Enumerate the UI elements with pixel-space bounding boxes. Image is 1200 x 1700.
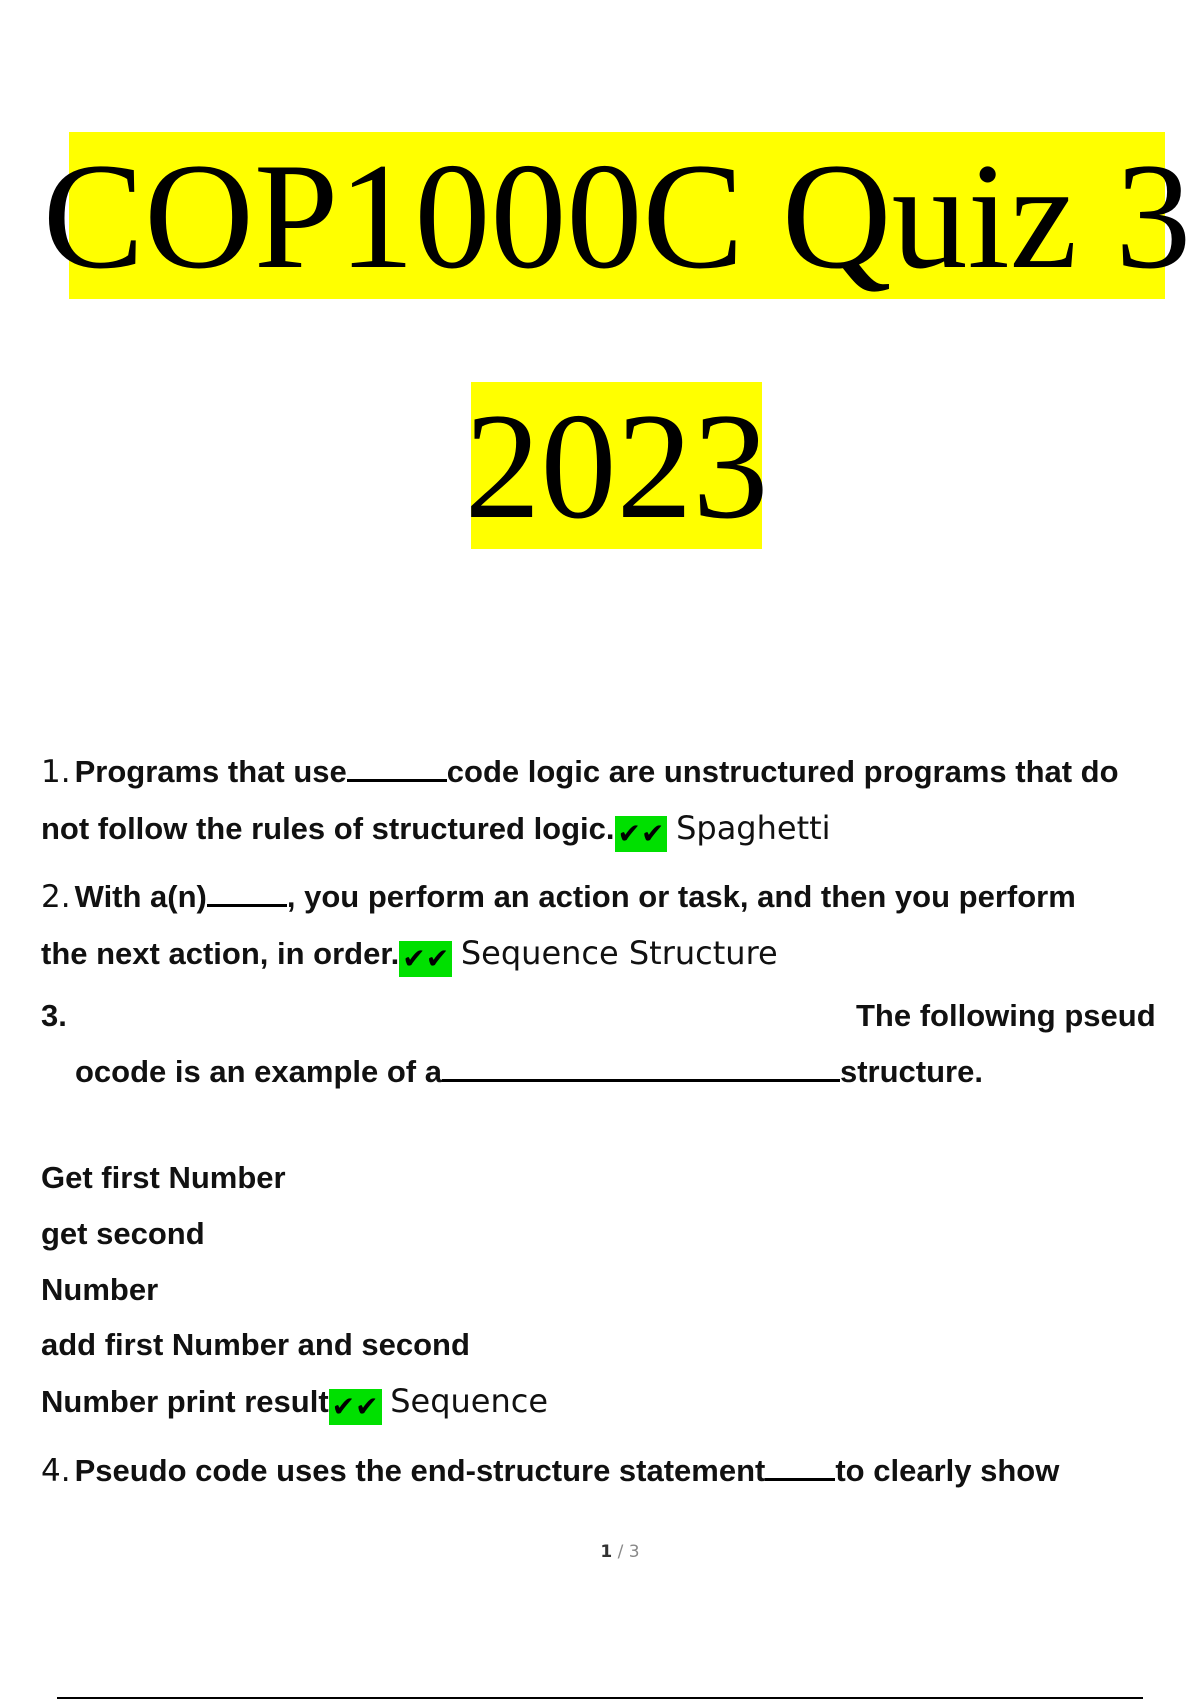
question-2 (41, 869, 1171, 982)
document-title (42, 131, 1192, 300)
checkmark-icon: ✔✔ (615, 816, 668, 852)
pseudocode-line: Number print result (41, 1384, 329, 1419)
answer-blank (765, 1456, 835, 1481)
question-text: Programs that use (74, 754, 347, 789)
question-3-line2 (75, 1044, 983, 1100)
question-text: structure. (839, 1054, 983, 1089)
pseudocode-line: get second (41, 1216, 205, 1251)
document-title-year (464, 381, 769, 550)
question-text: Pseudo code uses the end-structure statement (74, 1453, 766, 1488)
answer-blank (207, 882, 287, 907)
question-text: the next action, in order. (41, 936, 400, 971)
question-text: not follow the rules of structured logic. (41, 811, 615, 846)
question-4 (41, 1443, 1171, 1499)
pseudocode-line: add first Number and second (41, 1327, 470, 1362)
pseudocode-line: Number (41, 1272, 159, 1307)
page-total: 3 (628, 1542, 640, 1562)
question-number: 4. (41, 1453, 71, 1489)
question-text: code logic are unstructured programs that do (446, 754, 1119, 789)
bottom-divider (57, 1697, 1143, 1699)
pseudocode-line: Get first Number (41, 1160, 286, 1195)
answer-text: Sequence (390, 1382, 549, 1420)
answer-text: Sequence Structure (460, 934, 778, 972)
question-text: , you perform an action or task, and then you perform (286, 879, 1076, 914)
title-text-line1: COP1000C Quiz 3 (42, 131, 1192, 300)
answer-blank (442, 1057, 840, 1082)
question-number: 1. (41, 754, 71, 790)
question-number: 3. (41, 998, 67, 1033)
checkmark-icon: ✔✔ (399, 941, 452, 977)
page-separator: / (617, 1542, 624, 1562)
question-number: 2. (41, 879, 71, 915)
question-text: ocode is an example of a (75, 1054, 442, 1089)
page-current: 1 (600, 1542, 613, 1562)
pseudocode-last-line (41, 1373, 548, 1430)
checkmark-icon: ✔✔ (329, 1389, 382, 1425)
question-3-text-right: The following pseud (856, 998, 1156, 1033)
title-text-line2: 2023 (464, 381, 769, 550)
answer-blank (347, 757, 447, 782)
question-text: to clearly show (835, 1453, 1060, 1488)
page-counter (0, 1542, 1200, 1562)
answer-text: Spaghetti (676, 809, 831, 847)
question-1 (41, 744, 1171, 857)
question-text: With a(n) (74, 879, 207, 914)
